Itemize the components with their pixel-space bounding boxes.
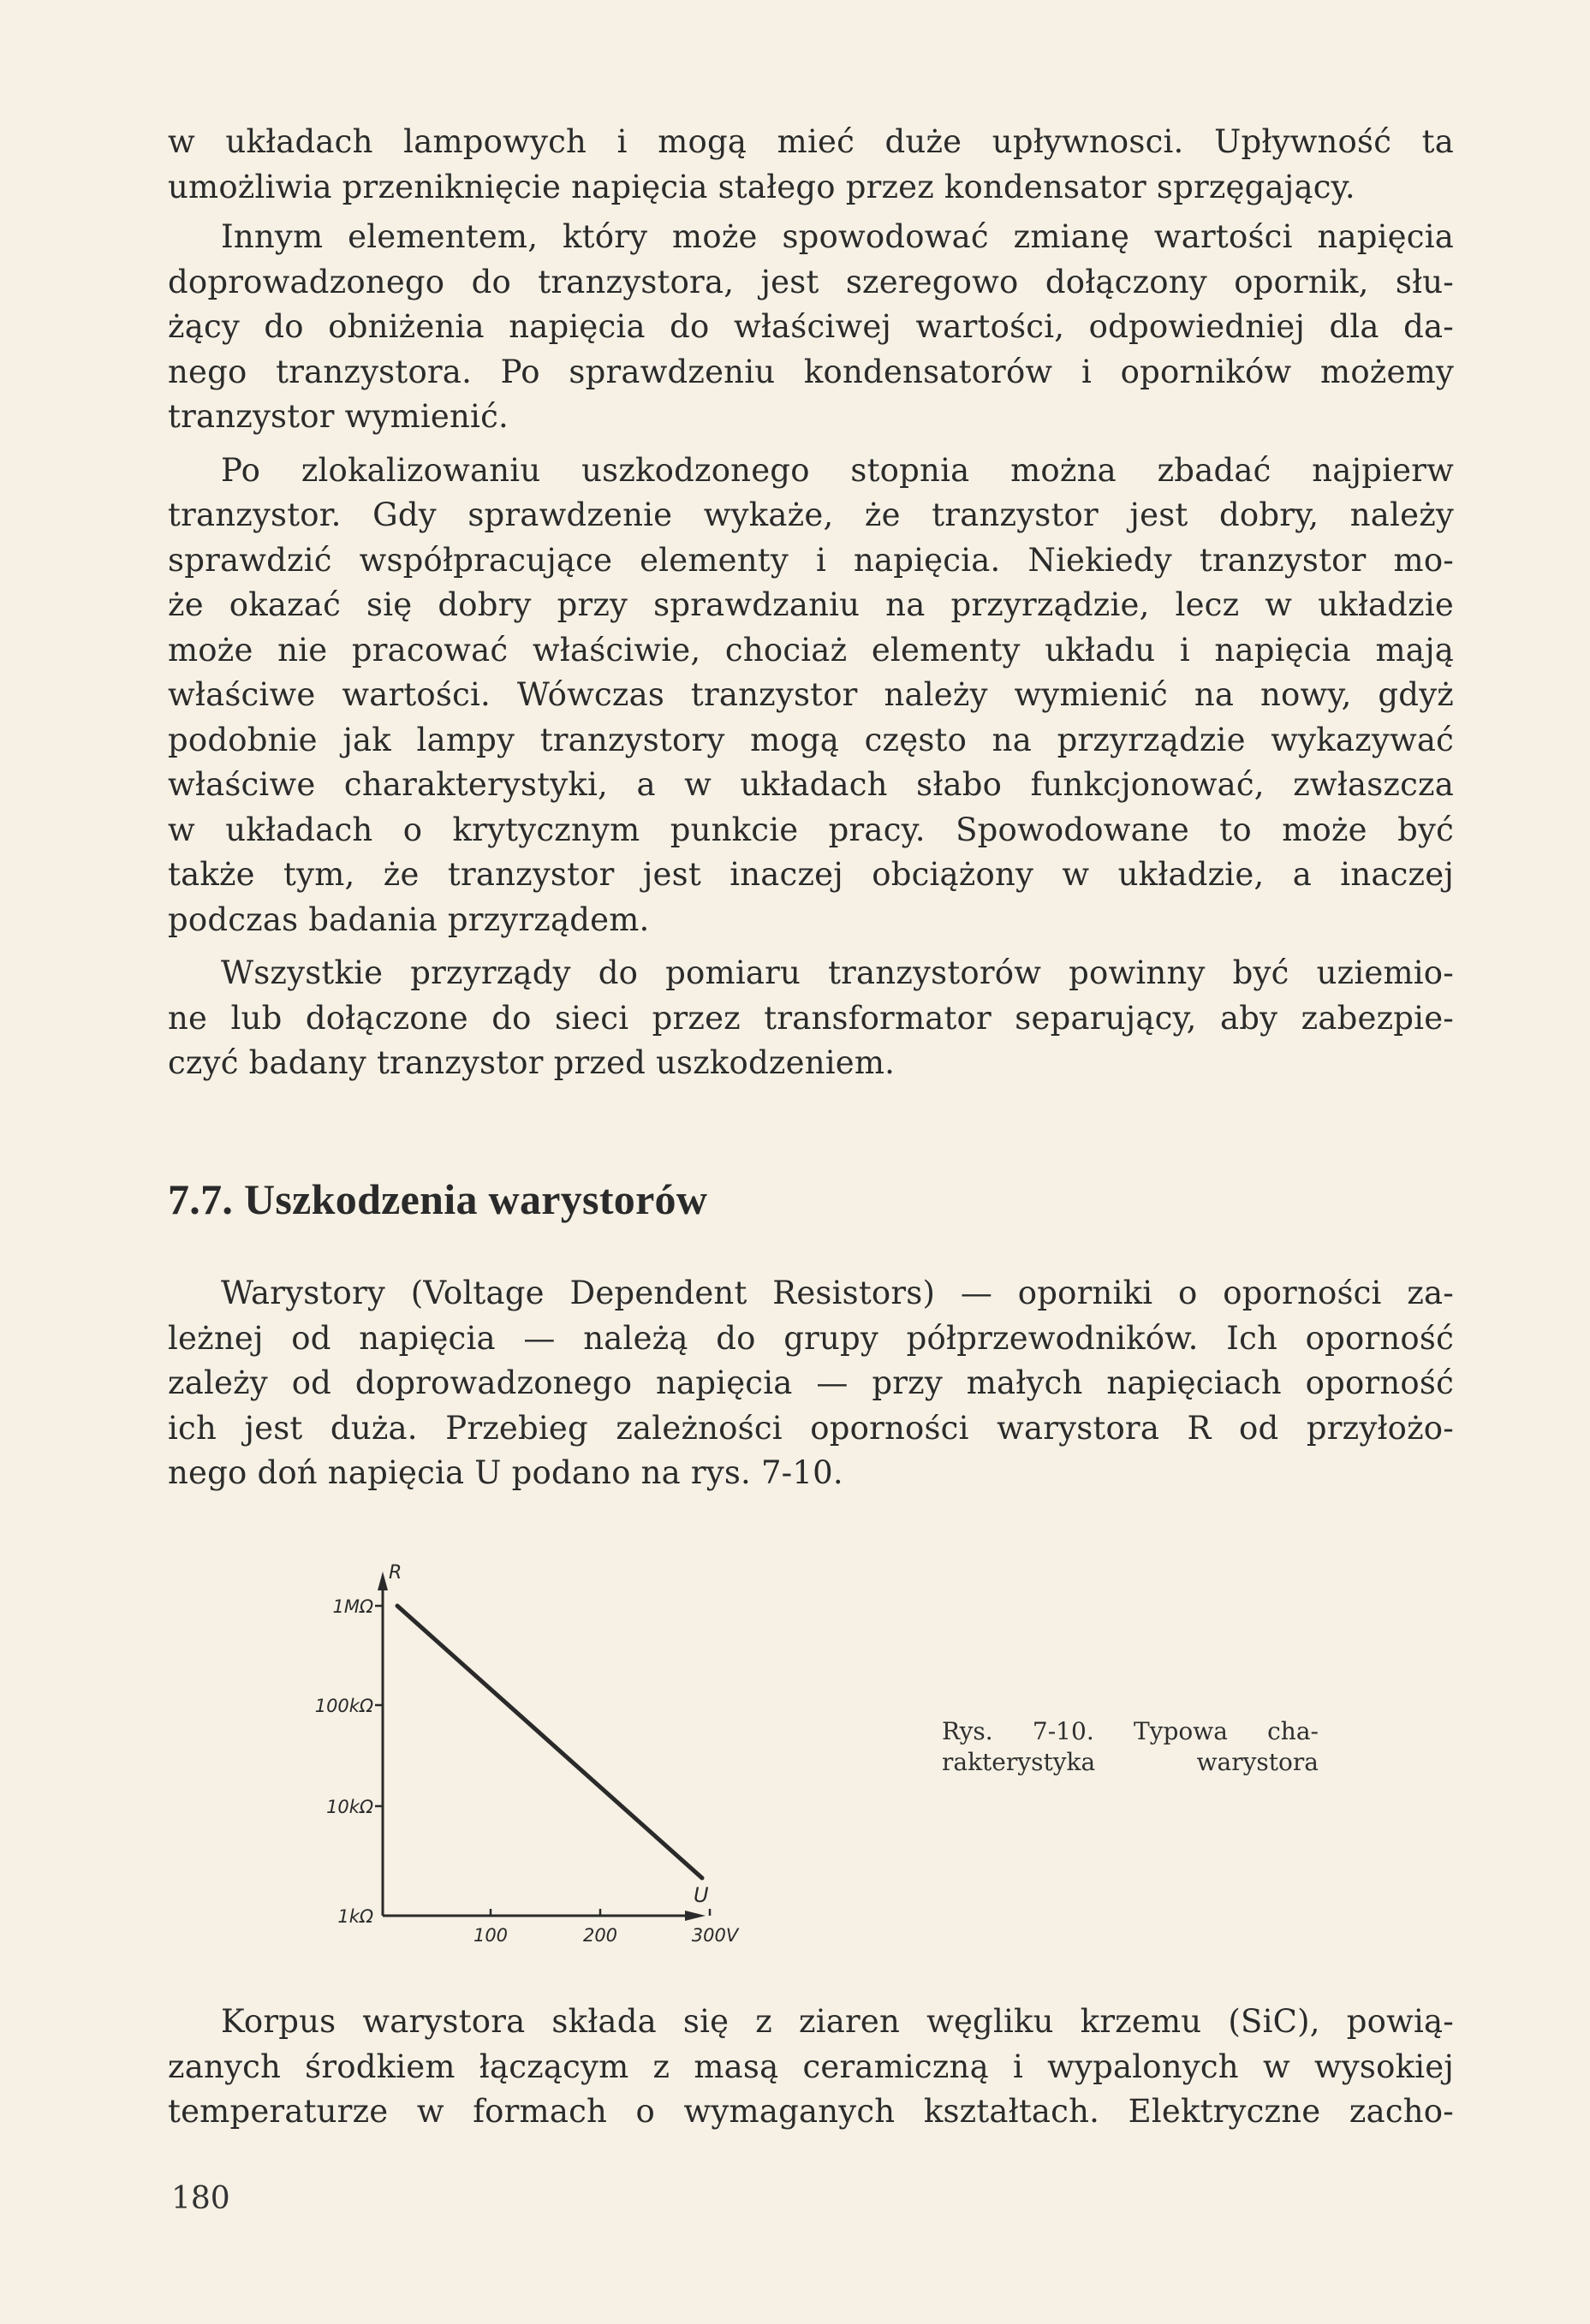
x-tick-label: 200	[582, 1925, 618, 1946]
y-axis-label: R	[389, 1562, 402, 1584]
chart-svg	[283, 1558, 899, 1952]
y-tick-label: 1kΩ	[337, 1906, 373, 1927]
text-line: że okazać się dobry przy sprawdzaniu na przyrządzie, lecz w układzie	[168, 586, 1454, 623]
x-tick-label: 100	[473, 1925, 509, 1946]
paragraph-2	[168, 215, 1454, 440]
paragraph-1	[168, 120, 1454, 210]
text-line: podczas badania przyrządem.	[168, 900, 650, 938]
text-line: sprawdzić współpracujące elementy i napięcia. Niekiedy tranzystor mo-	[168, 541, 1454, 579]
page-number: 180	[171, 2181, 230, 2216]
x-axis-arrow-icon	[685, 1911, 706, 1921]
text-line: podobnie jak lampy tranzystory mogą często na przyrządzie wykazywać	[168, 721, 1454, 758]
text-line: umożliwia przeniknięcie napięcia stałego przez kondensator sprzęgający.	[168, 168, 1355, 205]
y-axis-arrow-icon	[378, 1572, 388, 1590]
text-line: może nie pracować właściwie, chociaż elementy układu i napięcia mają	[168, 631, 1454, 669]
section-heading: 7.7. Uszkodzenia warystorów	[168, 1175, 708, 1223]
caption-line: rakterystyka warystora	[942, 1748, 1319, 1776]
text-line: zależy od doprowadzonego napięcia — przy małych napięciach oporność	[168, 1364, 1454, 1401]
text-block-top	[168, 120, 1454, 1086]
text-line: Wszystkie przyrządy do pomiaru tranzystorów powinny być uziemio-	[221, 954, 1454, 991]
paragraph-5	[168, 1271, 1454, 1496]
text-line: czyć badany tranzystor przed uszkodzeniem.	[168, 1044, 896, 1081]
text-line: nego tranzystora. Po sprawdzeniu kondensatorów i oporników możemy	[168, 353, 1454, 390]
text-block-section	[168, 1271, 1454, 1496]
varistor-chart	[283, 1558, 899, 1952]
data-line	[397, 1606, 702, 1878]
y-tick-label: 10kΩ	[326, 1797, 373, 1817]
text-line: ich jest duża. Przebieg zależności oporności warystora R od przyłożo-	[168, 1409, 1454, 1447]
text-line: w układach o krytycznym punkcie pracy. Spowodowane to może być	[168, 811, 1454, 848]
text-line: Korpus warystora składa się z ziaren węgliku krzemu (SiC), powią-	[221, 2003, 1454, 2040]
text-line: doprowadzonego do tranzystora, jest szeregowo dołączony opornik, słu-	[168, 263, 1454, 300]
text-line: także tym, że tranzystor jest inaczej obciążony w układzie, a inaczej	[168, 856, 1454, 893]
text-line: właściwe wartości. Wówczas tranzystor należy wymienić na nowy, gdyż	[168, 676, 1454, 713]
text-line: nego doń napięcia U podano na rys. 7-10.	[168, 1454, 843, 1491]
text-line: Warystory (Voltage Dependent Resistors) — oporniki o oporności za-	[221, 1275, 1454, 1311]
text-line: Innym elementem, który może spowodować zmianę wartości napięcia	[221, 218, 1454, 255]
text-line: właściwe charakterystyki, a w układach słabo funkcjonować, zwłaszcza	[168, 766, 1454, 803]
paragraph-6	[168, 2000, 1454, 2135]
paragraph-3	[168, 449, 1454, 943]
text-line: tranzystor wymienić.	[168, 398, 509, 435]
paragraph-4	[168, 951, 1454, 1086]
x-axis-label: U	[694, 1883, 709, 1907]
text-line: ne lub dołączone do sieci przez transformator separujący, aby zabezpie-	[168, 999, 1454, 1037]
figure-caption	[942, 1716, 1319, 1778]
text-block-bottom	[168, 2000, 1454, 2135]
text-line: zanych środkiem łączącym z masą ceramiczną i wypalonych w wysokiej	[168, 2048, 1454, 2085]
y-tick-label: 100kΩ	[314, 1696, 373, 1716]
text-line: tranzystor. Gdy sprawdzenie wykaże, że tranzystor jest dobry, należy	[168, 496, 1454, 533]
text-line: żący do obniżenia napięcia do właściwej wartości, odpowiedniej dla da-	[168, 308, 1454, 345]
caption-line: Rys. 7-10. Typowa cha-	[942, 1717, 1319, 1745]
text-line: leżnej od napięcia — należą do grupy półprzewodników. Ich oporność	[168, 1319, 1454, 1357]
y-tick-label: 1MΩ	[332, 1596, 373, 1617]
text-line: w układach lampowych i mogą mieć duże upływnosci. Upływność ta	[168, 123, 1454, 160]
x-tick-label: 300V	[691, 1925, 739, 1946]
text-line: Po zlokalizowaniu uszkodzonego stopnia można zbadać najpierw	[221, 451, 1454, 489]
text-line: temperaturze w formach o wymaganych kształtach. Elektryczne zacho-	[168, 2093, 1454, 2130]
